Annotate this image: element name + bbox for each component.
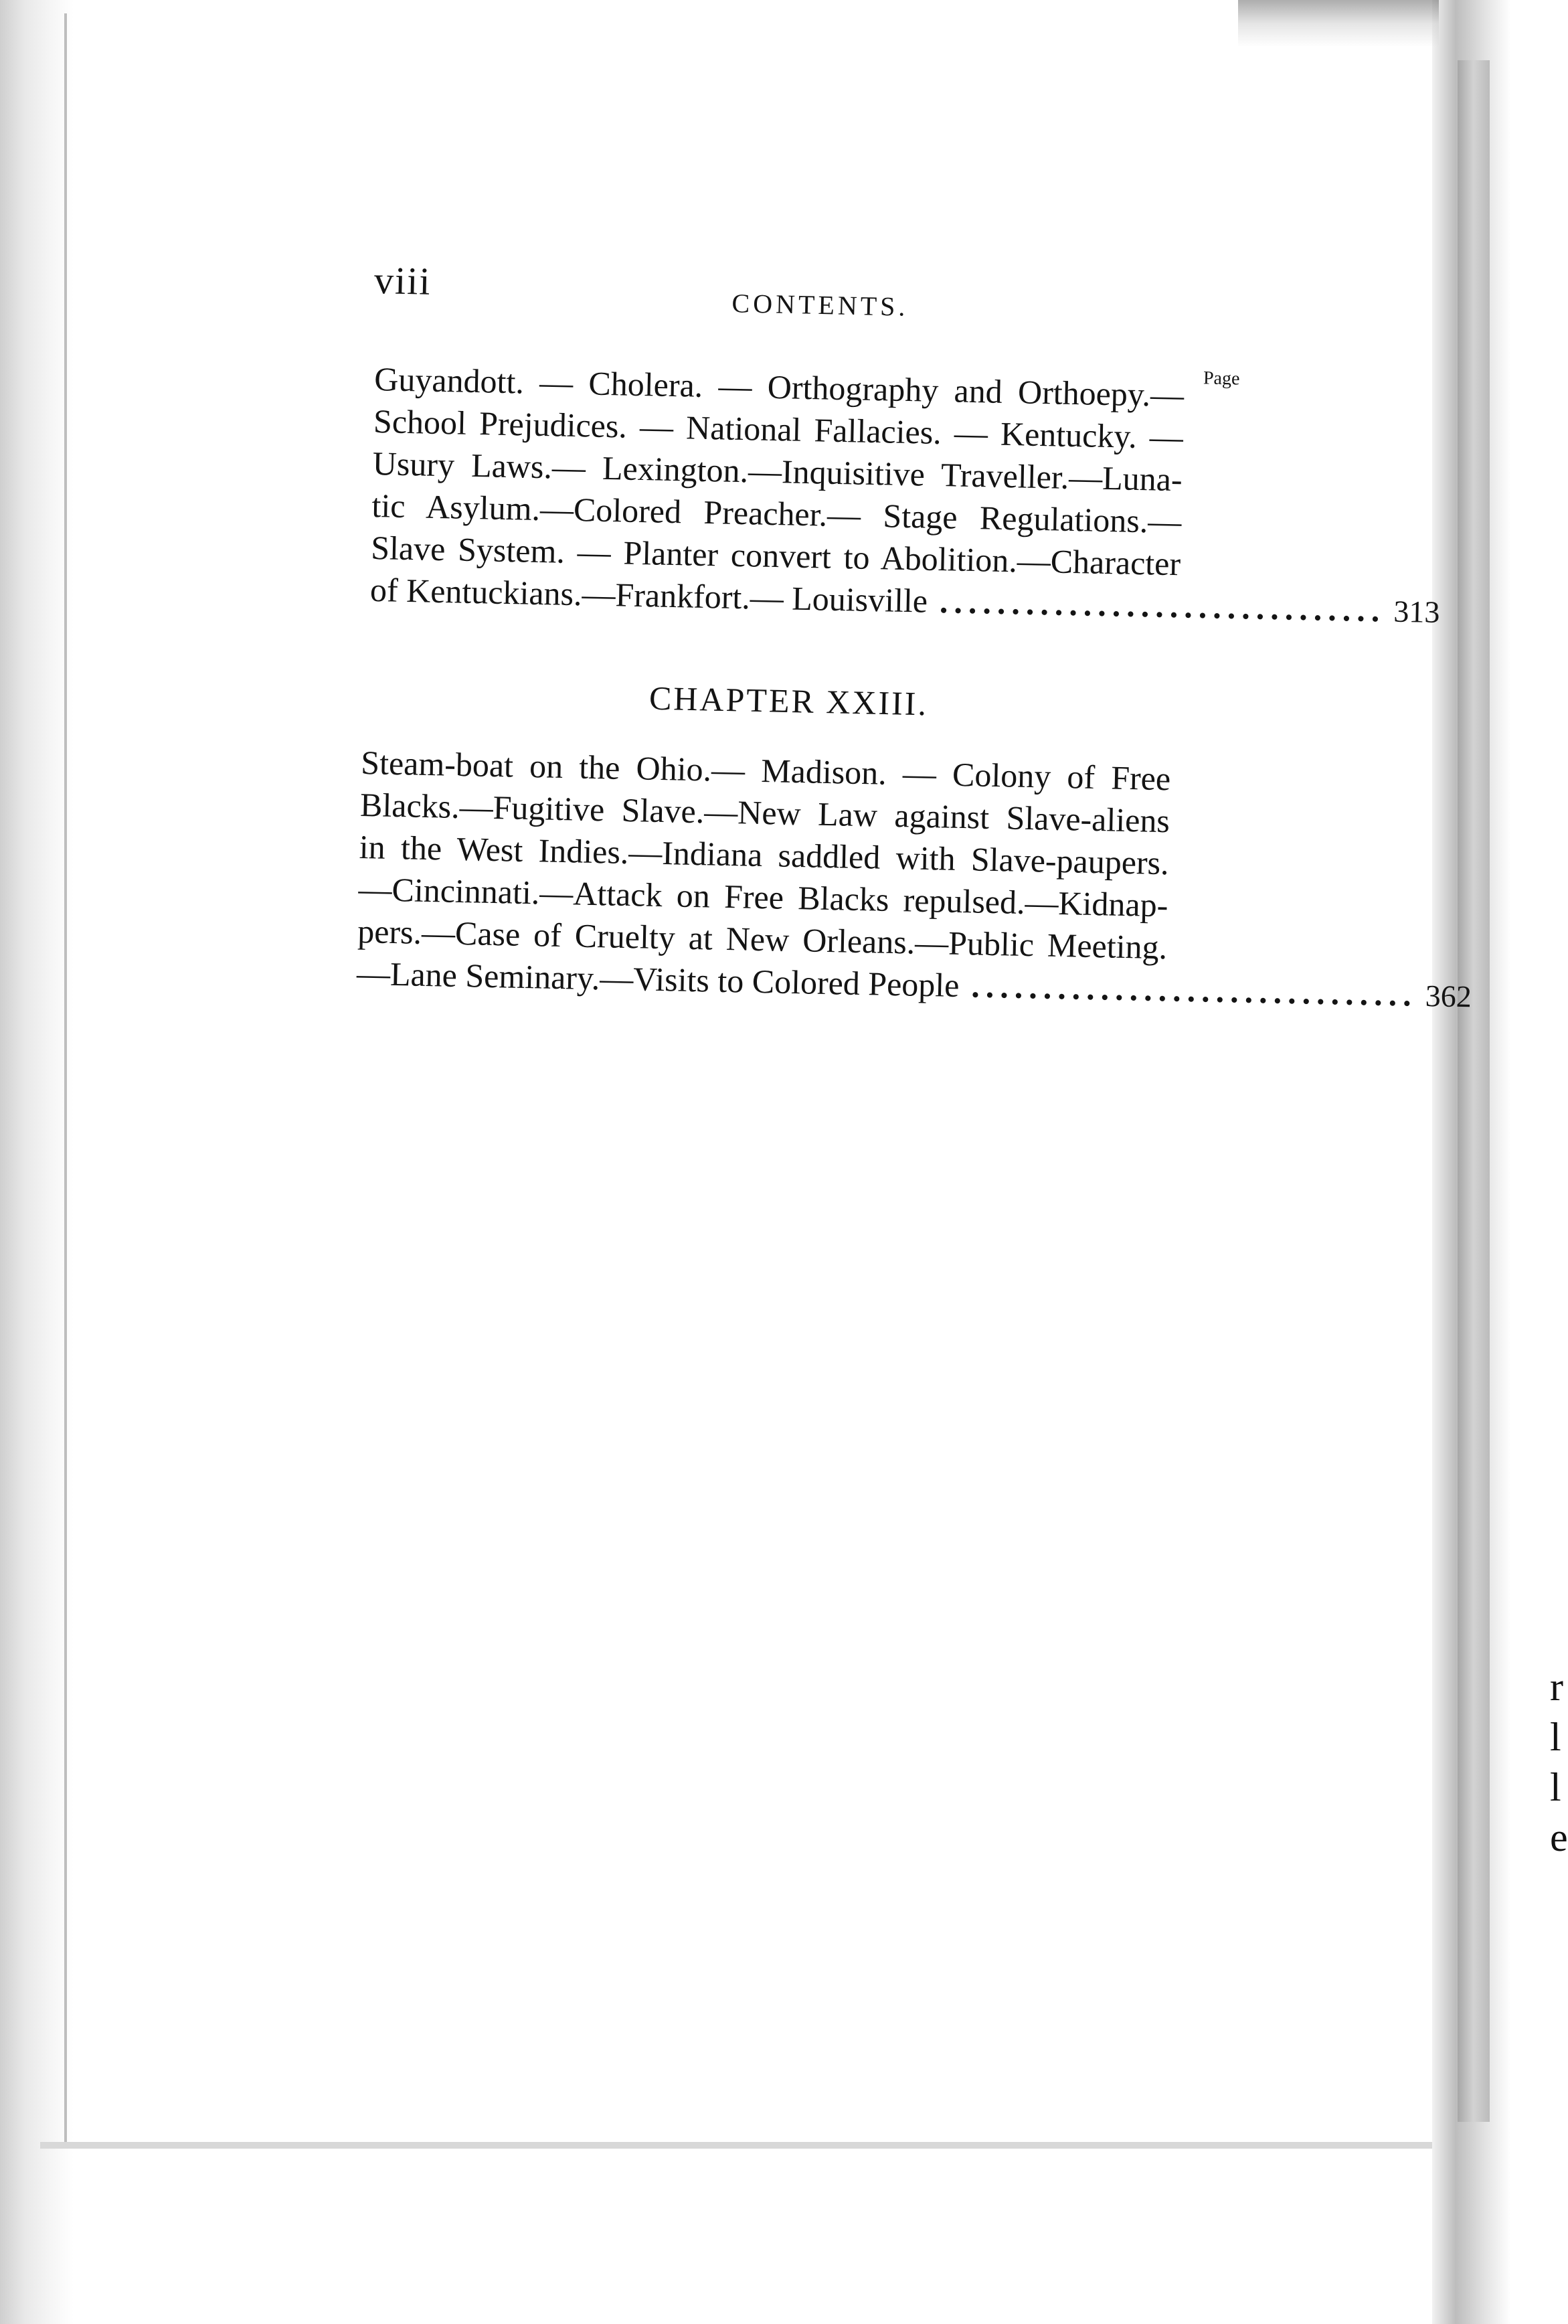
entry-line: pers.—Case of Cruelty at New Orleans.—Public Meeting. — [357, 912, 1168, 967]
page-bottom-edge — [40, 2142, 1446, 2149]
facing-page-fragment: r — [1550, 1665, 1563, 1709]
folio: viii — [373, 258, 432, 303]
page-number: 362 — [1425, 978, 1472, 1014]
book-gutter-shadow — [1458, 60, 1490, 2122]
chapter-heading: CHAPTER XXIII. — [648, 679, 929, 723]
scan-shadow — [1238, 0, 1439, 47]
page-number: 313 — [1393, 594, 1440, 630]
facing-page-fragment: l — [1550, 1715, 1561, 1759]
entry-line: tic Asylum.—Colored Preacher.— Stage Regulations.— — [371, 486, 1182, 541]
dot-leader: ............................... — [939, 582, 1386, 629]
running-head — [373, 254, 1245, 339]
page-left-edge — [0, 0, 74, 2324]
book-gutter — [1432, 0, 1568, 2324]
entry-line: Usury Laws.— Lexington.—Inquisitive Traveller.—Luna- — [372, 444, 1183, 499]
contents-entry — [356, 742, 1472, 1014]
dot-leader: ............................... — [970, 967, 1418, 1013]
facing-page-fragment: e — [1550, 1815, 1568, 1859]
entry-line: Steam-boat on the Ohio.— Madison. — Colony of Free — [360, 743, 1171, 798]
entry-line: —Cincinnati.—Attack on Free Blacks repulsed.—Kidnap- — [358, 869, 1168, 924]
entry-line: Slave System. — Planter convert to Abolition.—Character — [370, 528, 1181, 583]
page-binding-rule — [64, 13, 67, 2142]
entry-line: Guyandott. — Cholera. — Orthography and Orthoepy.— — [373, 359, 1185, 414]
entry-line: Blacks.—Fugitive Slave.—New Law against Slave-aliens — [359, 785, 1170, 840]
entry-line: School Prejudices. — National Fallacies. — Kentucky. — — [373, 402, 1184, 456]
page-column-label: Page — [1203, 367, 1240, 390]
entry-line: of Kentuckians.—Frankfort.— Louisville — [369, 570, 928, 620]
entry-line: in the West Indies.—Indiana saddled with Slave-paupers. — [359, 827, 1170, 882]
facing-page-fragment: l — [1550, 1765, 1561, 1809]
running-title: CONTENTS. — [731, 288, 909, 322]
entry-line: —Lane Seminary.—Visits to Colored People — [356, 954, 960, 1004]
